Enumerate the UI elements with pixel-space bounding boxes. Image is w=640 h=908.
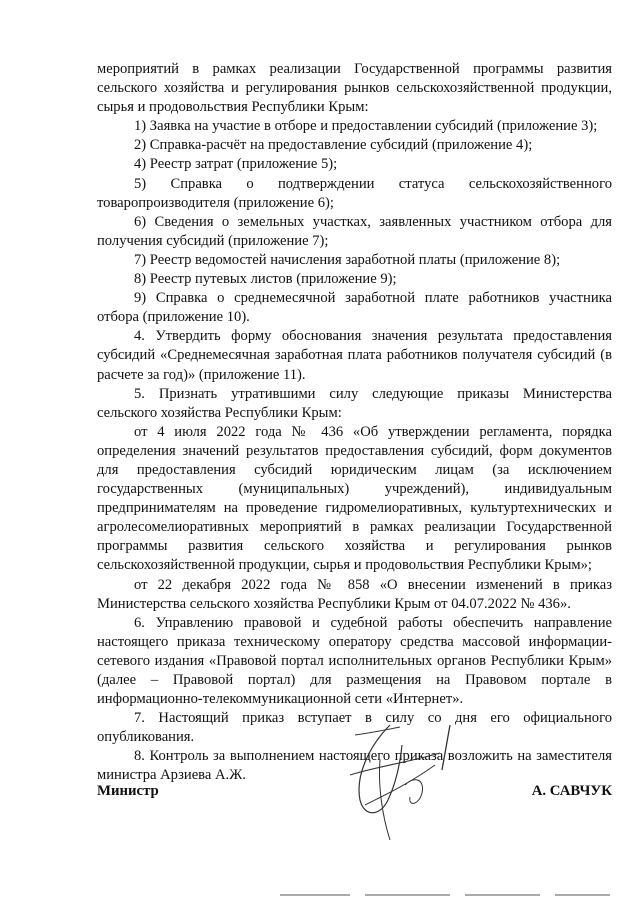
document-body: [97, 60, 612, 786]
clause-5: 5. Признать утратившими силу следующие приказы Министерства сельского хозяйства Республики Крым:: [97, 385, 612, 421]
repealed-order-858: от 22 декабря 2022 года № 858 «О внесении изменений в приказ Министерства сельского хозяйства Республики Крым от 04.07.2022 № 436».: [97, 576, 612, 612]
list-item-cost-register: 4) Реестр затрат (приложение 5);: [134, 156, 338, 173]
list-item-payroll-register: 7) Реестр ведомостей начисления заработной платы (приложение 8);: [134, 251, 561, 268]
handwritten-signature: [330, 705, 480, 845]
list-item-salary-certificate: 9) Справка о среднемесячной заработной плате работников участника отбора (приложение 10).: [97, 290, 612, 326]
list-item-land-info: 6) Сведения о земельных участках, заявленных участником отбора для получения субсидий (приложение 7);: [97, 213, 612, 249]
clause-7: 7. Настоящий приказ вступает в силу со дня его официального опубликования.: [97, 710, 612, 746]
signatory-name: А. САВЧУК: [531, 783, 612, 799]
clause-6: 6. Управлению правовой и судебной работы обеспечить направление настоящего приказа техническому оператору средства массовой информации-сетевого издания «Правовой портал исполнительных органов Республики Крым» (далее – Правовой портал) для размещения на Правовом портале в информационно-телекоммуникационной сети «Интернет».: [97, 614, 612, 708]
list-item-status-certificate: 5) Справка о подтверждении статуса сельскохозяйственного товаропроизводителя (приложение 6);: [97, 175, 612, 211]
footer-line-divider: [250, 890, 620, 900]
clause-8: 8. Контроль за выполнением настоящего приказа возложить на заместителя министра Арзиева А.Ж.: [97, 748, 612, 784]
signatory-title: Министр: [97, 783, 159, 799]
clause-4: 4. Утвердить форму обоснования значения результата предоставления субсидий «Среднемесячная заработная плата работников получателя субсидий (в расчете за год)» (приложение 11).: [97, 328, 612, 383]
repealed-order-436: от 4 июля 2022 года № 436 «Об утверждении регламента, порядка определения значений результатов предоставления субсидий, форм документов для предоставления субсидий юридическим лицам (за исключением государственных (муниципальных) учреждений), индивидуальным предпринимателям на проведение гидромелиоративных, культуртехнических и агролесомелиоративных мероприятий в рамках реализации Государственной программы развития сельского хозяйства и регулирования рынков сельскохозяйственной продукции, сырья и продовольствия Республики Крым»;: [97, 423, 612, 574]
list-item-waybill-register: 8) Реестр путевых листов (приложение 9);: [134, 271, 397, 288]
list-item-application: 1) Заявка на участие в отборе и предоставлении субсидий (приложение 3);: [134, 118, 598, 135]
paragraph-continuation: мероприятий в рамках реализации Государственной программы развития сельского хозяйства и регулирования рынков сельскохозяйственной продукции, сырья и продовольствия Республики Крым:: [97, 61, 612, 116]
list-item-calculation: 2) Справка-расчёт на предоставление субсидий (приложение 4);: [134, 137, 533, 154]
